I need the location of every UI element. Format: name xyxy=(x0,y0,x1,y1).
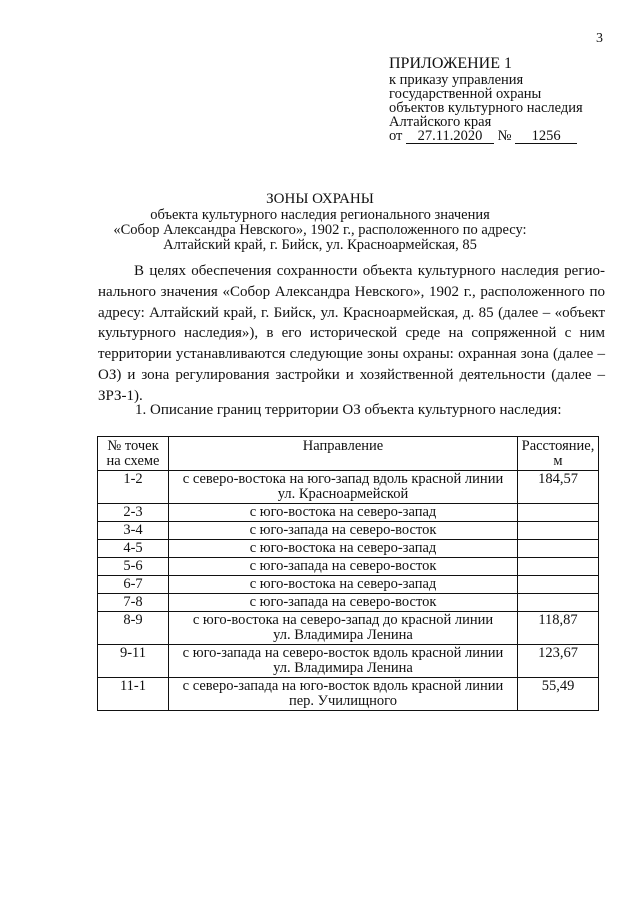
heading-line: «Собор Александра Невского», 1902 г., расположенного по адресу: xyxy=(113,222,527,238)
paragraph-line: В целях обеспечения сохранности объекта культурного наследия регио- xyxy=(134,263,605,279)
cell-direction xyxy=(169,594,518,612)
direction-line: с юго-востока на северо-запад xyxy=(249,576,437,592)
document-title: ЗОНЫ ОХРАНЫ xyxy=(266,191,374,207)
appendix-line: объектов культурного наследия xyxy=(389,100,583,116)
header-distance-line: Расстояние, xyxy=(521,438,595,454)
direction-line: с юго-запада на северо-восток xyxy=(249,522,437,538)
table-header-row xyxy=(98,437,599,471)
table-row xyxy=(98,522,599,540)
cell-distance xyxy=(518,594,599,612)
boundary-table xyxy=(97,436,599,711)
cell-points: 11-1 xyxy=(98,678,169,711)
table-row xyxy=(98,558,599,576)
cell-points: 5-6 xyxy=(98,558,169,576)
table-row xyxy=(98,594,599,612)
page-number: 3 xyxy=(596,31,603,46)
cell-distance xyxy=(518,522,599,540)
order-number: 1256 xyxy=(515,129,577,144)
cell-points: 8-9 xyxy=(98,612,169,645)
cell-points: 1-2 xyxy=(98,471,169,504)
table-row xyxy=(98,612,599,645)
cell-points: 7-8 xyxy=(98,594,169,612)
table-row xyxy=(98,576,599,594)
cell-direction xyxy=(169,678,518,711)
heading-line: Алтайский край, г. Бийск, ул. Красноармейская, 85 xyxy=(163,237,477,253)
cell-points: 2-3 xyxy=(98,504,169,522)
cell-direction xyxy=(169,504,518,522)
direction-line: ул. Владимира Ленина xyxy=(273,660,413,676)
direction-line: с северо-запада на юго-восток вдоль красной линии xyxy=(182,678,504,694)
cell-distance xyxy=(518,576,599,594)
cell-direction xyxy=(169,471,518,504)
header-points xyxy=(98,437,169,471)
appendix-block xyxy=(389,55,583,144)
cell-direction xyxy=(169,558,518,576)
cell-points: 6-7 xyxy=(98,576,169,594)
cell-points: 4-5 xyxy=(98,540,169,558)
cell-direction xyxy=(169,540,518,558)
cell-direction xyxy=(169,576,518,594)
table-row xyxy=(98,645,599,678)
appendix-order-line xyxy=(389,129,583,144)
paragraph-line: культурного наследия»), в его исторической среде на сопряженной с ним xyxy=(98,325,605,342)
header-distance-line: м xyxy=(553,453,563,469)
direction-line: ул. Владимира Ленина xyxy=(273,627,413,643)
header-points-line: № точек xyxy=(107,438,159,454)
cell-direction xyxy=(169,645,518,678)
cell-distance xyxy=(518,504,599,522)
section-title: 1. Описание границ территории ОЗ объекта культурного наследия: xyxy=(135,402,562,418)
paragraph-line: ЗРЗ-1). xyxy=(98,387,143,404)
direction-line: с северо-востока на юго-запад вдоль красной линии xyxy=(182,471,504,487)
appendix-line: государственной охраны xyxy=(389,86,542,102)
direction-line: с юго-запада на северо-восток xyxy=(249,594,437,610)
cell-distance: 123,67 xyxy=(518,645,599,678)
intro-paragraph xyxy=(98,261,605,407)
cell-direction xyxy=(169,612,518,645)
paragraph-line: ОЗ) и зона регулирования застройки и хозяйственной деятельности (далее – xyxy=(98,366,605,383)
table-row xyxy=(98,504,599,522)
order-number-sign: № xyxy=(497,128,512,144)
cell-distance: 184,57 xyxy=(518,471,599,504)
paragraph-line: нального значения «Собор Александра Невского», 1902 г., расположенного по xyxy=(98,283,605,300)
direction-line: с юго-запада на северо-восток xyxy=(249,558,437,574)
appendix-title: ПРИЛОЖЕНИЕ 1 xyxy=(389,55,513,72)
heading-line: объекта культурного наследия регионального значения xyxy=(150,207,490,223)
direction-line: с юго-востока на северо-запад xyxy=(249,540,437,556)
paragraph-line: адресу: Алтайский край, г. Бийск, ул. Красноармейская, д. 85 (далее – «объект xyxy=(98,304,605,321)
header-points-line: на схеме xyxy=(106,453,160,469)
table-row xyxy=(98,678,599,711)
header-distance xyxy=(518,437,599,471)
cell-distance: 118,87 xyxy=(518,612,599,645)
paragraph-line: территории устанавливаются следующие зоны охраны: охранная зона (далее – xyxy=(98,346,605,363)
table-row xyxy=(98,540,599,558)
table-row xyxy=(98,471,599,504)
cell-distance: 55,49 xyxy=(518,678,599,711)
order-date: 27.11.2020 xyxy=(406,129,494,144)
direction-line: с юго-востока на северо-запад до красной линии xyxy=(192,612,494,628)
direction-line: с юго-запада на северо-восток вдоль красной линии xyxy=(182,645,504,661)
appendix-line: Алтайского края xyxy=(389,114,492,130)
appendix-line: к приказу управления xyxy=(389,72,524,88)
direction-line: с юго-востока на северо-запад xyxy=(249,504,437,520)
header-direction: Направление xyxy=(169,437,518,471)
cell-distance xyxy=(518,540,599,558)
direction-line: пер. Училищного xyxy=(288,693,398,709)
direction-line: ул. Красноармейской xyxy=(277,486,409,502)
cell-direction xyxy=(169,522,518,540)
order-from-label: от xyxy=(389,128,403,144)
cell-distance xyxy=(518,558,599,576)
document-heading xyxy=(100,191,540,253)
cell-points: 3-4 xyxy=(98,522,169,540)
cell-points: 9-11 xyxy=(98,645,169,678)
